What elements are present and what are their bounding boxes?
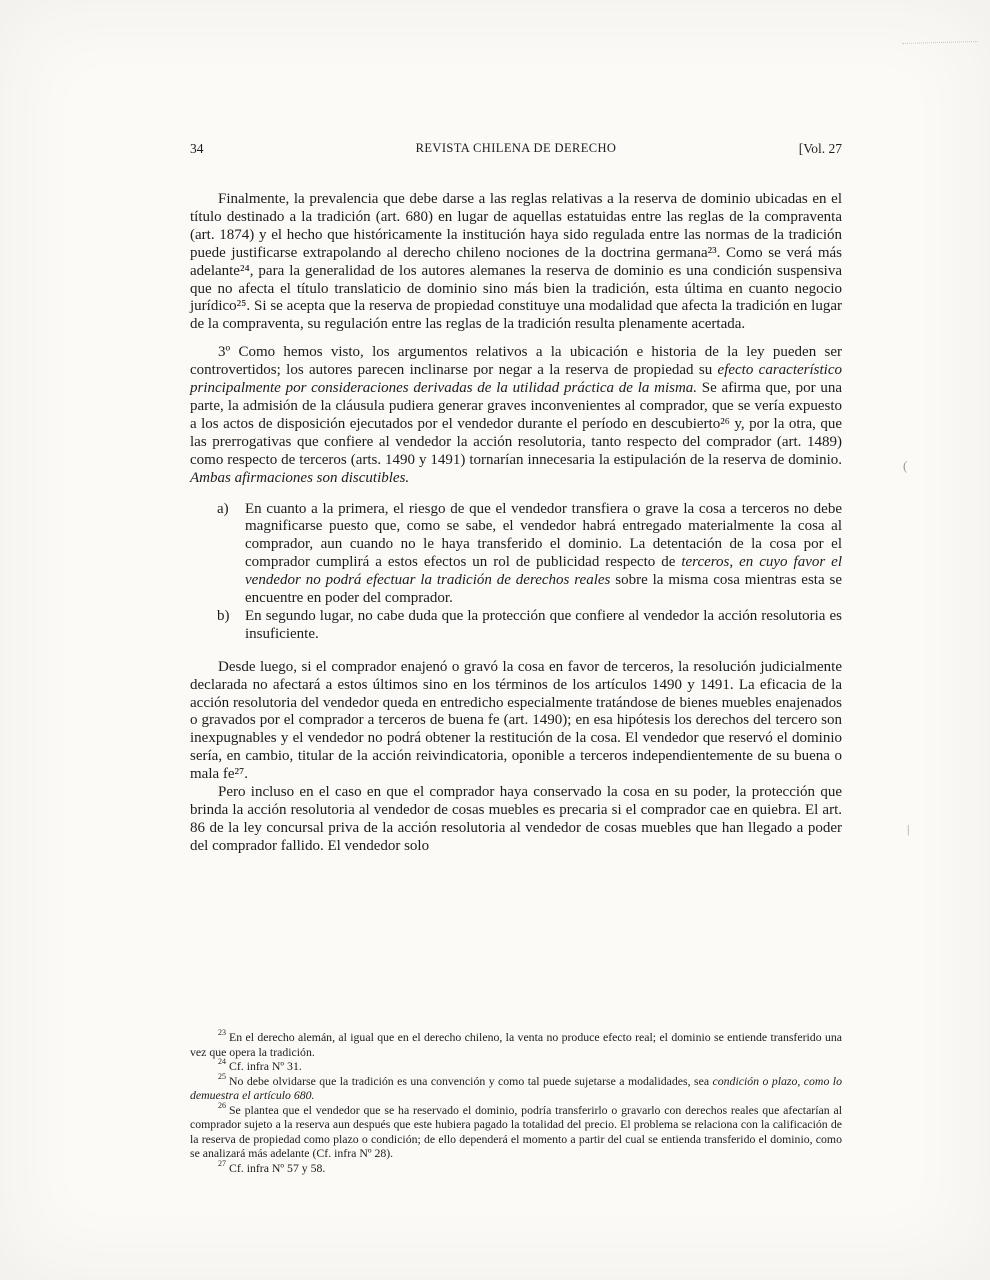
footnote-26 [190, 1100, 842, 1161]
page-header [190, 141, 842, 157]
paragraph-1: Finalmente, la prevalencia que debe darse a las reglas relativas a la reserva de dominio ubicadas en el título destinado a la tradición (art. 680) en lugar de aquellas estatuidas entre las reglas de la compraventa (art. 1874) y el hecho que históricamente la institución haya sido regulada entre las normas de la tradición puede justificarse extrapolando al derecho chileno nociones de la doctrina germana²³. Como se verá más adelante²⁴, para la generalidad de los autores alemanes la reserva de dominio es una condición suspensiva que no afecta el título translaticio de dominio sino más bien la tradición, esta última en cuanto negocio jurídico²⁵. Si se acepta que la reserva de propiedad constituye una modalidad que afecta la tradición en lugar de la compraventa, su regulación entre las reglas de la tradición resulta plenamente acertada. [190, 191, 842, 333]
footnote-text: Se plantea que el vendedor que se ha reservado el dominio, podría transferirlo o gravarlo con derechos reales que afectarían al comprador sujeto a la reserva aun después que este hubiera pagado la totalidad del precio. El problema se relaciona con la calificación de la reserva de propiedad como plazo o condición; de ello dependerá el momento a partir del cual se entienda transferido el dominio, como se analizará más adelante (Cf. infra Nº 28). [190, 1102, 842, 1160]
footnote-number: 25 [218, 1071, 226, 1081]
text-run: Se afirma que, por una parte, la admisión de la cláusula pudiera generar graves inconvenientes al comprador, que se vería expuesto a los actos de disposición ejecutados por el vendedor durante el período en descubierto²⁶ y, por la otra, que las prerrogativas que confiere al vendedor la acción resolutoria, tanto respecto del comprador (art. 1489) como respecto de terceros (arts. 1490 y 1491) tornarían innecesaria la estipulación de la reserva de dominio. [190, 380, 843, 468]
footnote-23 [190, 1030, 842, 1059]
list-marker-b: b) [217, 607, 230, 624]
page-column [190, 141, 842, 856]
paragraph-3: Desde luego, si el comprador enajenó o gravó la cosa en favor de terceros, la resolución judicialmente declarada no afectará a estos últimos sino en los términos de los artículos 1490 y 1491. La eficacia de la acción resolutoria del vendedor queda en entredicho especialmente tratándose de bienes muebles enajenados o gravados por el comprador a terceros de buena fe (art. 1490); en esa hipótesis los derechos del tercero son inexpugnables y el vendedor no podrá obtener la restitución de la cosa. El vendedor que reservó el dominio sería, en cambio, titular de la acción reivindicatoria, oponible a terceros independientemente de su buena o mala fe²⁷. [190, 658, 842, 783]
footnote-number: 27 [218, 1158, 226, 1168]
footnote-27 [190, 1158, 842, 1176]
footnotes-section [190, 1030, 842, 1175]
footnote-text: En el derecho alemán, al igual que en el derecho chileno, la venta no produce efecto real; el dominio se entiende transferido una vez que opera la tradición. [190, 1030, 842, 1059]
footnote-text: No debe olvidarse que la tradición es una convención y como tal puede sujetarse a modalidades, sea [229, 1073, 713, 1088]
list-item-a [190, 501, 842, 608]
volume-label: [Vol. 27 [798, 141, 842, 156]
scan-artifact: ( [903, 458, 908, 473]
text-run: 3º Como hemos visto, los argumentos relativos a la ubicación e historia de la ley pueden ser controvertidos; los autores parecen inclinarse por negar a la reserva de propiedad su [190, 344, 842, 379]
footnote-25 [190, 1071, 842, 1103]
footnote-number: 23 [218, 1028, 226, 1038]
lettered-list [190, 501, 842, 644]
text-run: En cuanto a la primera, el riesgo de que el vendedor transfiera o grave la cosa a terceros no debe magnificarse puesto que, como se sabe, el vendedor habrá entregado materialmente la cosa al comprador, aun cuando no le haya transferido el dominio. La detentación de la cosa por el comprador cumplirá a estos efectos un rol de publicidad respecto de [245, 500, 842, 571]
footnote-number: 24 [218, 1057, 226, 1067]
list-item-b-text: En segundo lugar, no cabe duda que la protección que confiere al vendedor la acción resolutoria es insuficiente. [245, 607, 842, 642]
text-run-italic: terceros, en cuyo favor el vendedor no podrá efectuar la tradición de derechos reales [245, 554, 842, 589]
text-run: sobre la misma cosa mientras esta se encuentre en poder del comprador. [245, 572, 842, 607]
list-item-a-text [245, 501, 842, 608]
text-run-italic: Ambas afirmaciones son discutibles. [190, 469, 410, 486]
footnote-text: Cf. infra Nº 31. [229, 1059, 302, 1073]
footnote-text: Cf. infra Nº 57 y 58. [229, 1160, 326, 1175]
scan-smudge [902, 41, 978, 44]
footnote-number: 26 [218, 1100, 226, 1110]
text-run-italic: efecto característico principalmente por consideraciones derivadas de la utilidad práctica de la misma. [190, 362, 842, 397]
scan-artifact: | [907, 822, 910, 836]
paragraph-2 [190, 344, 842, 487]
list-marker-a: a) [217, 500, 229, 517]
article-body [190, 191, 842, 856]
page-number: 34 [190, 141, 204, 156]
journal-title: REVISTA CHILENA DE DERECHO [415, 141, 617, 155]
footnote-24 [190, 1059, 842, 1074]
footnote-text-italic: condición o plazo, como lo demuestra el artículo 680. [190, 1073, 842, 1102]
paragraph-4: Pero incluso en el caso en que el comprador haya conservado la cosa en su poder, la protección que brinda la acción resolutoria al vendedor de cosas muebles es precaria si el comprador cae en quiebra. El art. 86 de la ley concursal priva de la acción resolutoria al vendedor de cosas muebles que han llegado a poder del comprador fallido. El vendedor solo [190, 784, 842, 854]
list-item-b [190, 608, 842, 644]
